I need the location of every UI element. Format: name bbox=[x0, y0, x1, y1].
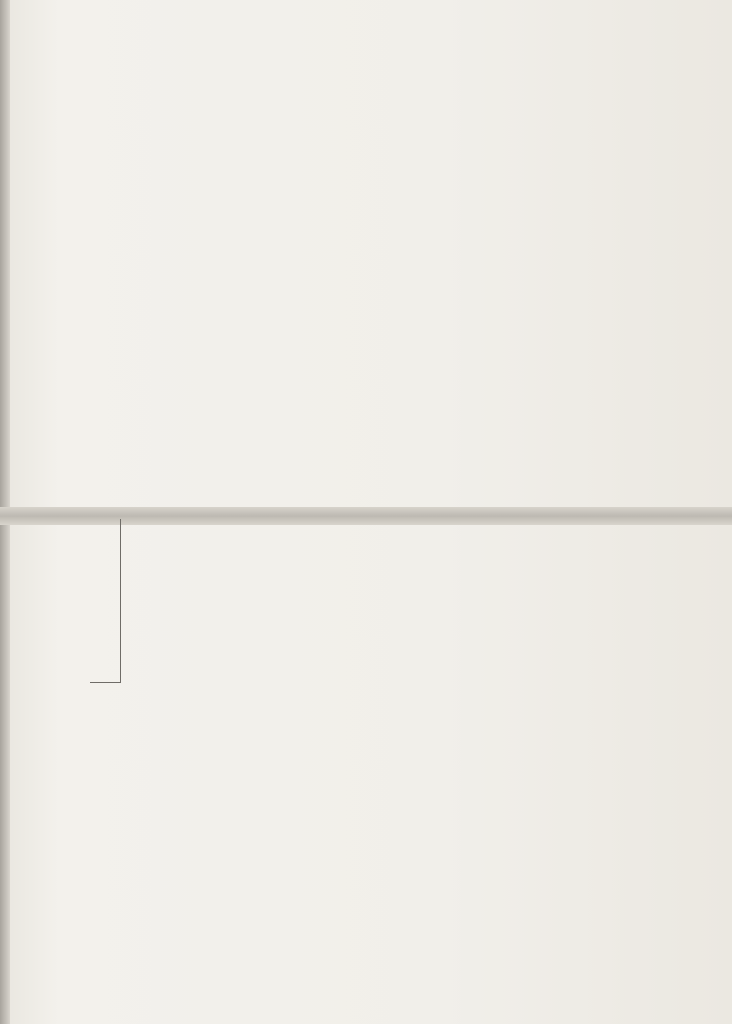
left-group-header bbox=[90, 519, 120, 683]
engine-rating-table bbox=[90, 519, 121, 979]
